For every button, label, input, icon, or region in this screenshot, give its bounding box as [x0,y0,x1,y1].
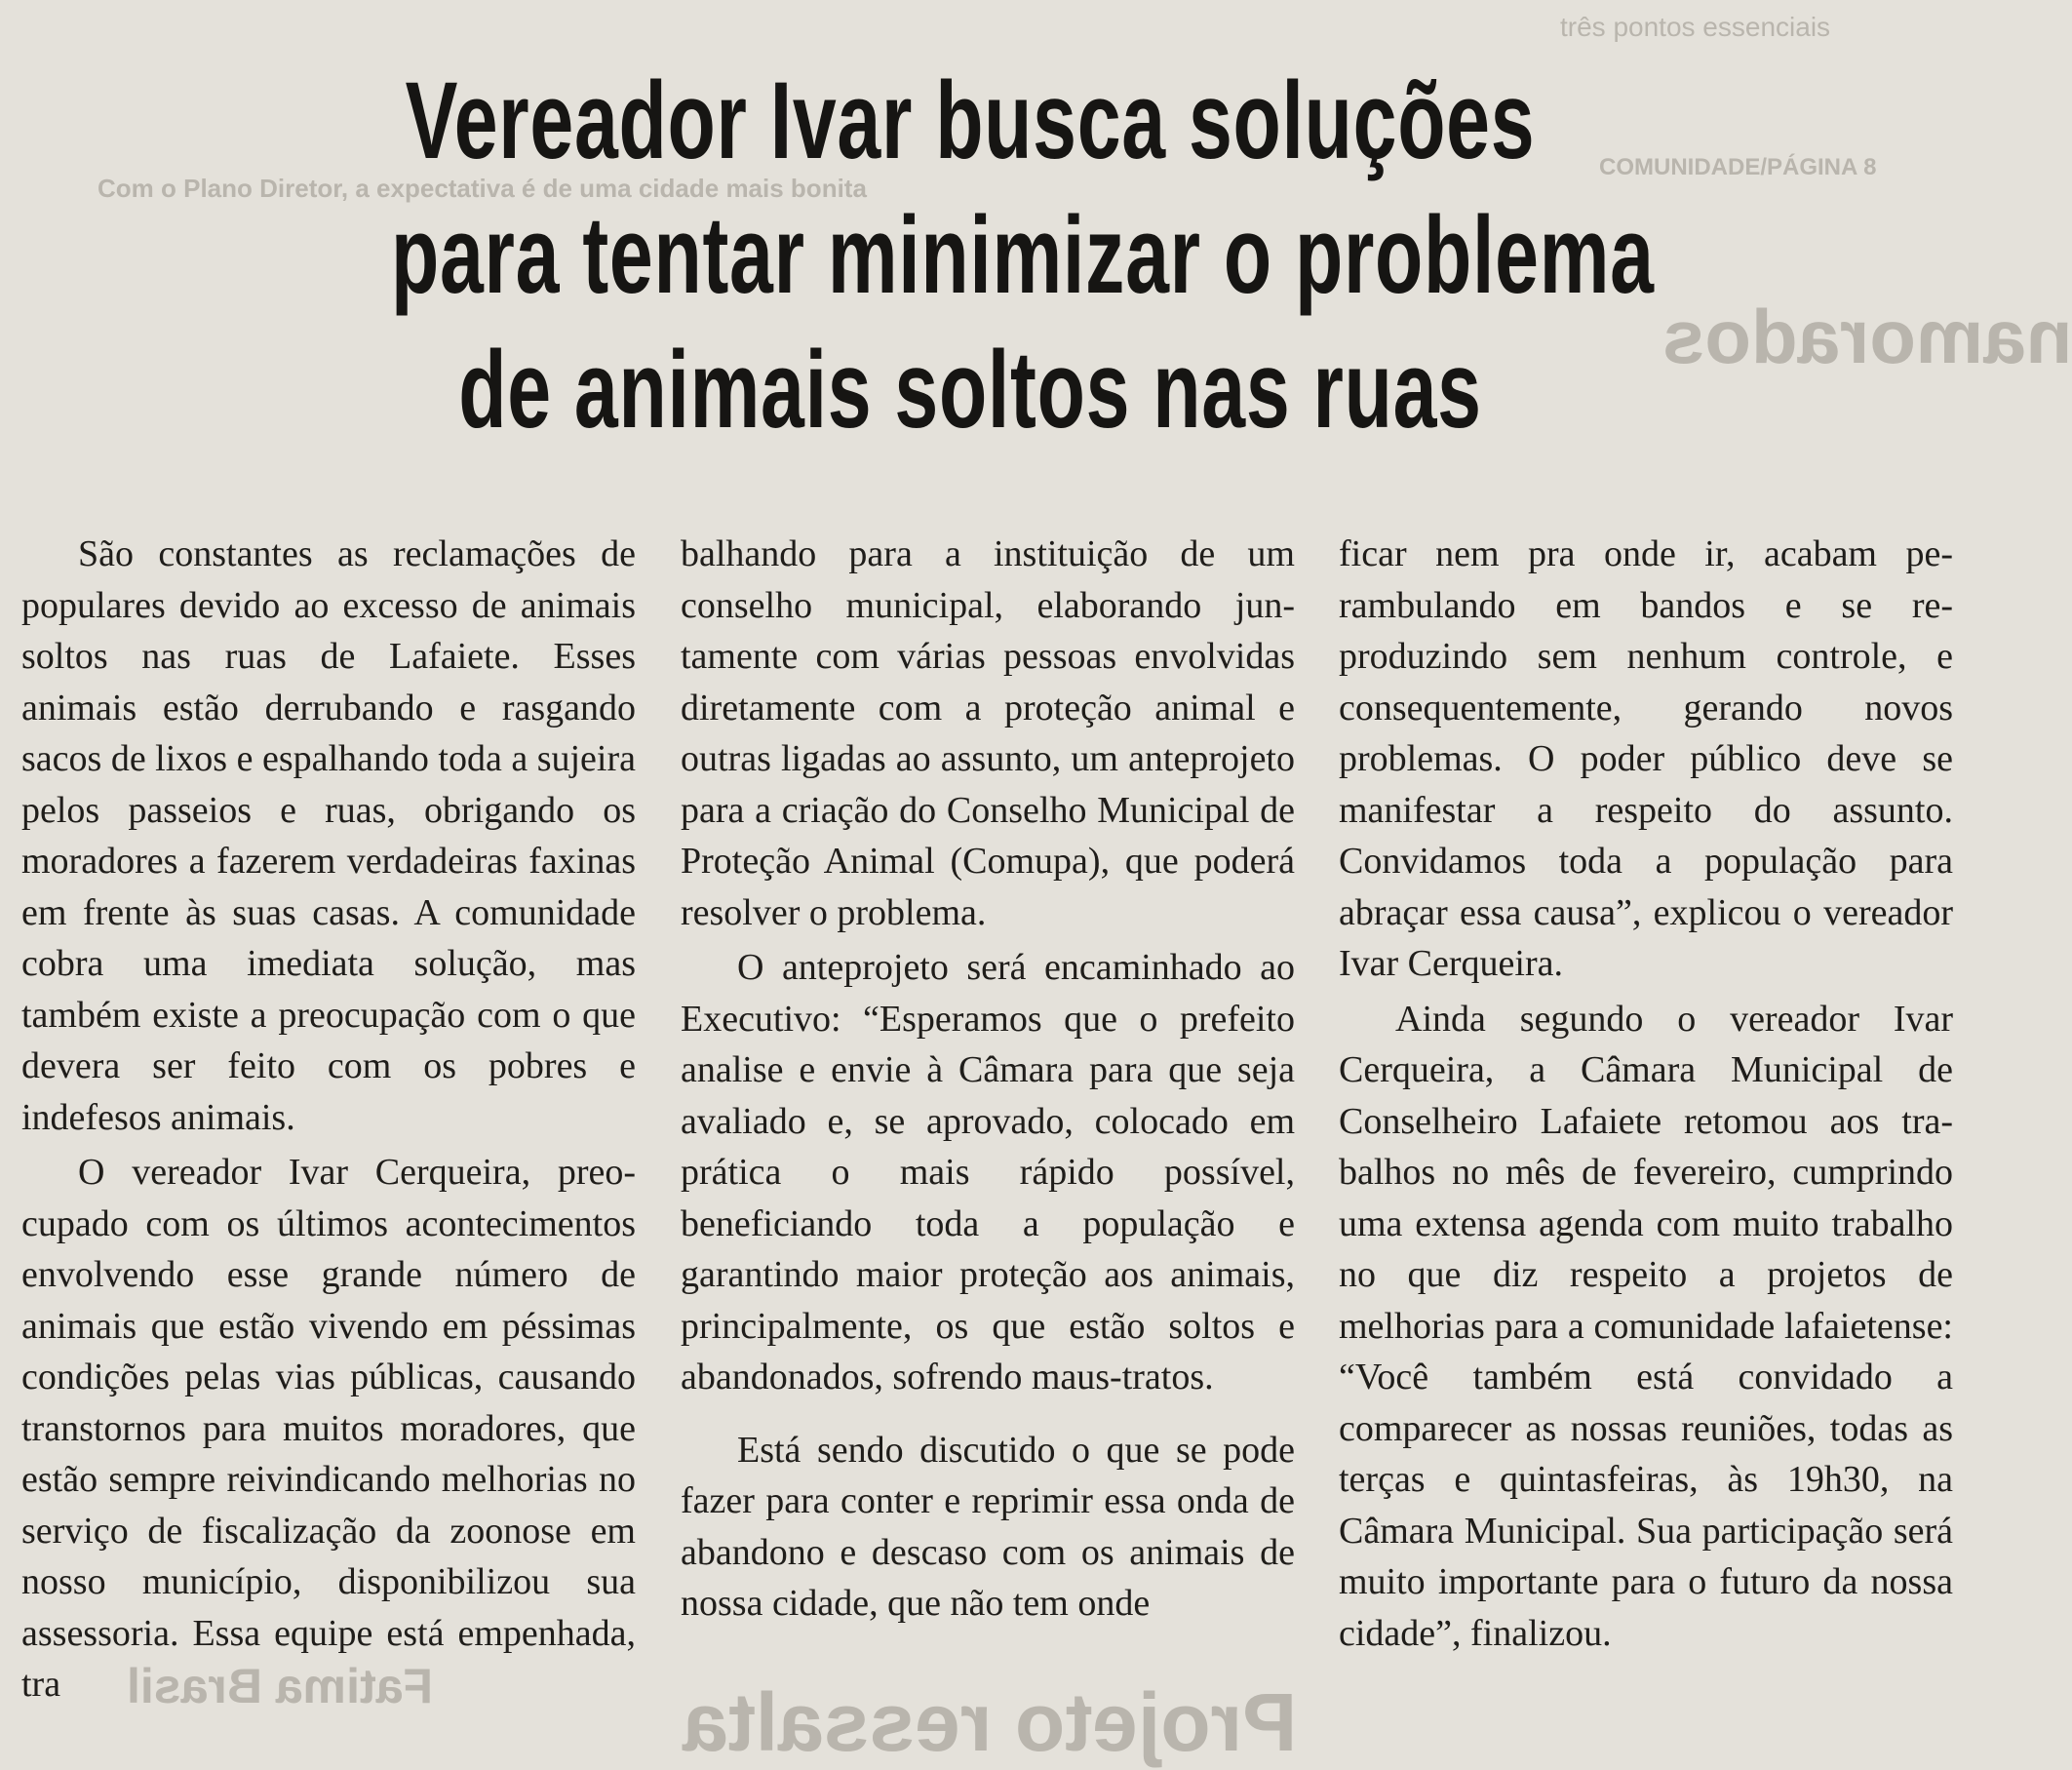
paragraph: O vereador Ivar Cerqueira, preocupado com os últimos acontecimentos envolvendo esse grande número de animais que estão vivendo em péssimas condições pelas vias públicas, causando transtornos para muitos moradores, que estão sempre reivindicando melhorias no serviço de fiscalização da zoonose em nosso município, disponibilizou sua assessoria. Essa equipe está empenhada, tra [21,1152,636,1705]
article-column-1 [21,529,636,1718]
bleed-text-mirrored-heading: namorados [1662,294,2072,379]
bleed-text-subtitle: Com o Plano Diretor, a expectativa é de uma cidade mais bonita [98,174,867,203]
bleed-text-mirrored-bottom-heading: Projeto ressalta [683,1676,1298,1768]
article-column-3 [1339,529,1953,1718]
paragraph: O anteprojeto será encaminhado ao Executivo: “Esperamos que o prefeito analise e envie à Câmara para que seja avaliado e, se aprovado, colocado em prática o mais rápido possível, beneficiando toda a população e garantindo maior proteção aos animais, principalmente, os que estão soltos e abandonados, sofrendo maus-tratos. [681,947,1295,1397]
bleed-text-mirrored-byline: Fatima Brasil [127,1659,434,1713]
paragraph-continued: balhando para a instituição de um conselho municipal, elaborando juntamente com várias pessoas envolvidas diretamente com a proteção animal e outras ligadas ao assunto, um anteprojeto para a criação do Conselho Municipal de Proteção Animal (Comupa), que poderá resolver o problema. [681,533,1295,933]
headline-line-2: para tentar minimizar o problema [391,194,1655,316]
article-column-2 [681,529,1295,1718]
headline-line-3: de animais soltos nas ruas [458,329,1482,451]
paragraph: São constantes as reclamações de populares devido ao excesso de animais soltos nas ruas de Lafaiete. Esses animais estão derrubando e rasgando sacos de lixos e espalhando toda a sujeira pelos passeios e ruas, obrigando os moradores a fazerem verdadeiras faxinas em frente às suas casas. A comunidade cobra uma imediata solução, mas também existe a preocupação com o que devera ser feito com os pobres e indefesos animais. [21,533,636,1138]
bleed-text-top-right: três pontos essenciais [1560,12,1831,42]
article-headline [391,54,1655,457]
bleed-text-section-label: COMUNIDADE/PÁGINA 8 [1599,154,1877,180]
paragraph: Ainda segundo o vereador Ivar Cerqueira, a Câmara Municipal de Conselheiro Lafaiete retomou aos trabalhos no mês de fevereiro, cumprindo uma extensa agenda com muito trabalho no que diz respeito a projetos de melhorias para a comunidade lafaietense: “Você também está convidado a comparecer as nossas reuniões, todas as terças e quintasfeiras, às 19h30, na Câmara Municipal. Sua participação será muito importante para o futuro da nossa cidade”, finalizou. [1339,998,1953,1654]
paragraph-continued: ficar nem pra onde ir, acabam perambulando em bandos e se reproduzindo sem nenhum controle, e consequentemente, gerando novos problemas. O poder público deve se manifestar a respeito do assunto. Convidamos toda a população para abraçar essa causa”, explicou o vereador Ivar Cerqueira. [1339,533,1953,984]
paragraph: Está sendo discutido o que se pode fazer para conter e reprimir essa onda de abandono e descaso com os animais de nossa cidade, que não tem onde [681,1429,1295,1624]
headline-line-1: Vereador Ivar busca soluções [405,59,1536,181]
